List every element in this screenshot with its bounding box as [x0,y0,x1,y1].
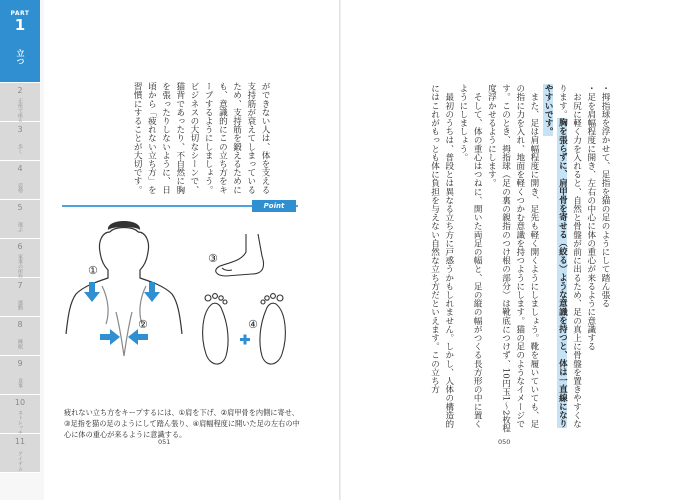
chapter-index-sidebar [0,0,44,500]
bullet-line: ・拇指球を浮かせて、足指を猫の足のようにして踏ん張る [600,84,610,308]
bullet-line: ・足を肩幅程度に開き、左右の中心に体の重心が来るように意識する [585,84,596,351]
body-text: お尻に軽く力を入れると、自然と骨盤が前に出るため、足の真上に骨盤を置きやすくなります。 [557,84,582,429]
chapter-title: 立つ [16,49,25,65]
highlighted-text: 胸を張らずに、肩甲骨を寄せる（絞る）ような意識を持つと、体は一直線になりやすいです。 [543,84,568,429]
chapter-number: 5 [17,203,23,212]
chapter-title: ストレッチ [17,409,23,435]
chapter-number: 8 [17,320,23,329]
chapter-tab-6[interactable] [0,239,40,278]
chapter-tab-10[interactable] [0,395,40,434]
chapter-title: 家事の所作 [17,253,23,279]
chapter-tab-7[interactable] [0,278,40,317]
chapter-number: 6 [17,242,23,251]
chapter-tab-2[interactable] [0,83,40,122]
scapula-inward-arrow-icon [100,329,148,345]
chapter-number: 11 [14,437,26,446]
body-paragraph [541,84,584,436]
body-paragraph [427,84,455,436]
foot-side-view [216,234,264,276]
head-hair [108,221,140,230]
center-plus-icon [240,335,250,345]
chapter-number: 7 [17,281,23,290]
body-paragraph [484,84,541,436]
chapter-tab-4[interactable] [0,161,40,200]
chapter-number: 10 [14,398,26,407]
right-page-body [384,84,612,436]
left-page-body [102,82,272,198]
chapter-title: 姿勢 [17,183,23,193]
chapter-title: 食事 [17,378,23,388]
marker-4: ④ [248,318,258,331]
page-number-right: 050 [498,438,511,446]
chapter-title: 運ぶ [17,222,23,232]
marker-1: ① [88,264,98,277]
marker-2: ② [138,318,148,331]
chapter-number: 3 [17,125,23,134]
body-paragraph [456,84,484,436]
chapter-title: アイテム [17,451,23,471]
chapter-tab-9[interactable] [0,356,40,395]
chapter-number: 9 [17,359,23,368]
chapter-title: 正座で座る [17,97,23,123]
chapter-title: 睡眠 [17,339,23,349]
body-text: 最初のうちは、普段とは異なる立ち方に戸惑うかもしれません。しかし、人体の構造的にはこれがもっとも体に負担を与えない自然な立ち方だといえます。この立ち方 [429,84,454,429]
chapter-tab-1[interactable] [0,44,40,83]
part-label: PART [10,10,30,17]
chapter-tab-8[interactable] [0,317,40,356]
back-view-figure [66,228,182,357]
shoulder-down-arrow-icon [84,282,160,302]
point-label: Point [252,200,296,212]
part-badge [0,0,40,44]
book-gutter [339,0,341,500]
chapter-tab-3[interactable] [0,122,40,161]
page-number-left: 051 [158,438,171,446]
chapter-title: 運動 [17,300,23,310]
chapter-tab-11[interactable] [0,434,40,473]
left-paragraph: ビジネスの大切なシーンで、猫背であったり、不自然に胸を張ったりしないように、日頃から「疲れない立ち方」を習慣にすることが大切です。 [132,82,199,194]
body-text: また、足は肩幅程度に開き、足先も軽く開くようにしましょう。靴を履いていても、足の指に力を入れ、地面を軽くつかむ意識を持つようにします。猫の足のようなイメージです。このとき、拇指球（足の裏の親指のつけ根の部分）は靴底につけず、10円玉1〜2枚程度浮かせるようにします。 [486,84,539,433]
part-number: 1 [14,16,26,34]
left-paragraph: ができない人は、体を支える支持筋が衰えてしまっているため、支持筋を鍛えるためにも、意識的にこの立ち方をキープするようにしましょう。 [203,82,270,194]
chapter-number: 2 [17,86,23,95]
chapter-number: 4 [17,164,23,173]
figure-caption: 疲れない立ち方をキープするには、①肩を下げ、②肩甲骨を内側に寄せ、③足指を猫の足のようにして踏ん張り、④肩幅程度に開いた足の左右の中心に体の重心が来るように意識する。 [64,408,300,439]
foot-soles-view [203,294,286,364]
chapter-tab-5[interactable] [0,200,40,239]
posture-illustration [62,216,300,396]
marker-3: ③ [208,252,218,265]
chapter-title: 歩く [17,144,23,154]
body-text: そして、体の重心はつねに、開いた両足の幅と、足の縦の幅がつくる長方形の中に置くようにしましょう。 [457,84,483,429]
